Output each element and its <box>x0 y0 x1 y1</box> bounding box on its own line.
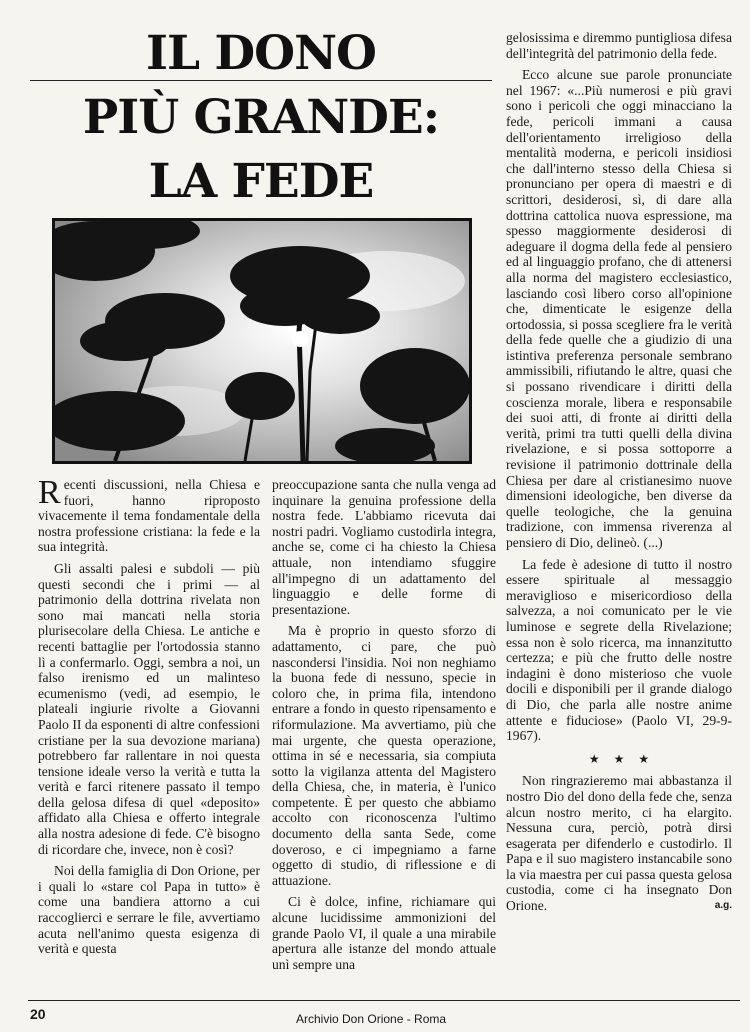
paragraph: gelosissima e diremmo puntigliosa difesa dell'integrità del patrimonio della fede. <box>506 30 732 61</box>
paragraph: Ci è dolce, infine, richiamare qui alcune lucidissime ammonizioni del grande Paolo VI, il quale a una mirabile apertura alle istanze del mondo attuale unì sempre una <box>272 894 496 972</box>
paragraph: Non ringrazieremo mai abbastanza il nostro Dio del dono della fede che, senza alcun nostro merito, ci ha elargito. Nessuna cura, perciò, potrà dirsi esagerata per difenderlo e custodirlo. Il Papa e il suo magistero instancabile sono la via maestra per cui passa questa gelosa custodia, come ci ha insegnato Don Orione. a.g. <box>506 773 732 914</box>
column-middle <box>272 477 496 972</box>
paragraph: Ecco alcune sue parole pronunciate nel 1967: «...Più numerosi e più gravi sono i pericoli che oggi minacciano la fede, pericoli immani a causa dell'orientamento irreligioso della mentalità moderna, e pericoli insidiosi che dall'interno stesso della Chiesa si pronunciano per opera di maestri e di scrittori, desiderosi, sì, di dare alla dottrina cattolica nuova espressione, ma spesso maggiormente desiderosi di adeguare il dogma della fede al pensiero ed al linguaggio profano, che di attenersi alla norma del magistero ecclesiastico, lasciando così libero corso all'opinione che, dimenticate le esigenze della ortodossia, si possa scegliere fra le verità della fede quelle che a giudizio di una istintiva preferenza personale sembrano ammissibili, rifiutando le altre, quasi che si possano rivendicare i diritti della coscienza morale, libera e responsabile dei suoi atti, di fronte ai diritti della verità, primi tra tutti quelli della divina rivelazione, e si possa sottoporre a revisione il patrimonio dottrinale della Chiesa per dare al cristianesimo nuove dimensioni ideologiche, ben diverse da quelle teologiche, che la genuina tradizione, con immensa riverenza al pensiero di Dio, delineò. (...) <box>506 67 732 550</box>
archive-caption: Archivio Don Orione - Roma <box>296 1012 447 1026</box>
intro-paragraph: Recenti discussioni, nella Chiesa e fuori, hanno riproposto vivacemente il tema fondamentale della nostra professione cristiana: la fede e la sua integrità. <box>38 474 260 555</box>
paragraph: Gli assalti palesi e subdoli — più questi secondi che i primi — al patrimonio della dottrina rivelata non sono mai mancati nella storia plurisecolare della Chiesa. Le antiche e recenti battaglie per l'ortodossia stanno lì a confermarlo. Oggi, sembra a noi, un falso irenismo ed un malinteso ecumenismo (vedi, ad esempio, le plateali ingiurie rivolte a Giovanni Paolo II da esponenti di altre confessioni cristiane per la sua devozione mariana) potrebbero far rallentare in noi questa tensione ideale verso la verità e tutta la verità e farci ritenere passato il tempo della gelosa difesa di quel «deposito» affidato alla Chiesa e offerto integrale alla nostra adesione di fede. C'è bisogno di ricordare che, invece, non è così? <box>38 560 260 857</box>
drop-cap: R <box>38 474 61 511</box>
title-divider <box>30 80 492 81</box>
title-line-1: IL DONO <box>146 26 376 81</box>
paragraph: Noi della famiglia di Don Orione, per i quali lo «stare col Papa in tutto» è come una bandiera attorno a cui raccoglierci e serrare le file, avvertiamo acuta nell'animo questa esigenza di verità e questa <box>38 863 260 957</box>
footer-divider <box>28 1000 740 1001</box>
title-line-2: PIÙ GRANDE: <box>82 90 440 145</box>
paragraph: La fede è adesione di tutto il nostro essere spirituale al messaggio meraviglioso e misericordioso della salvezza, a noi comunicato per le vie luminose e segrete della Rivelazione; essa non è solo ricerca, ma innanzitutto certezza; e più che frutto delle nostre indagini è dono misterioso che vuole docili e disponibili per il grande dialogo di Dio, che parla alle nostre anime attente e fiduciose» (Paolo VI, 29-9-1967). <box>506 556 732 744</box>
column-right <box>506 30 732 914</box>
page-number: 20 <box>30 1006 46 1022</box>
section-separator-stars: ★★★ <box>588 751 664 766</box>
title-line-3: LA FEDE <box>148 154 374 209</box>
pine-trees-icon <box>55 221 469 461</box>
author-signature: a.g. <box>714 900 732 912</box>
pine-trees-photo <box>52 218 472 464</box>
column-left <box>38 474 260 957</box>
paragraph: Ma è proprio in questo sforzo di adattamento, ci pare, che può nascondersi l'insidia. Noi non neghiamo la buona fede di nessuno, specie in coloro che, in prima fila, intendono entrare a fondo in questo ripensamento e riformulazione. Ma avvertiamo, più che mai urgente, che questa operazione, ottima in sé e necessaria, sia compiuta sotto la vigilanza attenta del Magistero della Chiesa, che, in materia, è l'unico competente. È per questo che abbiamo accolto con riconoscenza l'ultimo documento della santa Sede, come doveroso, e ci impegniamo a farne oggetto di studio, di riflessione e di attuazione. <box>272 623 496 888</box>
paragraph: preoccupazione santa che nulla venga ad inquinare la genuina professione della nostra fede. L'abbiamo ricevuta dai nostri padri. Vogliamo custodirla integra, anche se, come ci ha chiesto la Chiesa attuale, non intendiamo sfuggire all'impegno di un adattamento del linguaggio e delle forme di presentazione. <box>272 477 496 617</box>
